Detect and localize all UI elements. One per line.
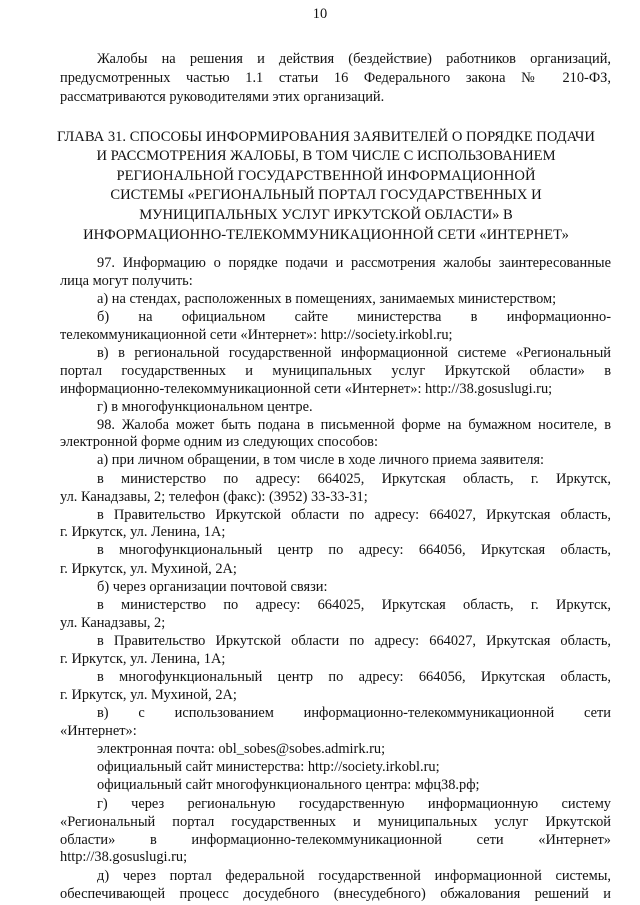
- body-line: официальный сайт многофункционального центра: мфц38.рф;: [97, 777, 480, 793]
- body-line: в Правительство Иркутской области по адресу: 664027, Иркутская область,: [97, 507, 611, 523]
- chapter-title-line: СИСТЕМЫ «РЕГИОНАЛЬНЫЙ ПОРТАЛ ГОСУДАРСТВЕННЫХ И: [110, 187, 542, 203]
- body-line: портал государственных и муниципальных услуг Иркутской области» в: [60, 363, 611, 379]
- body-line: г) через региональную государственную информационную систему: [97, 796, 611, 812]
- intro-line: предусмотренных частью 1.1 статьи 16 Федерального закона № 210-ФЗ,: [60, 70, 611, 86]
- body-line: ул. Канадзавы, 2; телефон (факс): (3952) 33-33-31;: [60, 489, 368, 505]
- body-line: http://38.gosuslugi.ru;: [60, 849, 188, 865]
- body-line: «Региональный портал государственных и муниципальных услуг Иркутской: [60, 814, 611, 830]
- body-line: в министерство по адресу: 664025, Иркутская область, г. Иркутск,: [97, 597, 611, 613]
- body-line: электронная почта: obl_sobes@sobes.admirk.ru;: [97, 741, 386, 757]
- body-line: в министерство по адресу: 664025, Иркутская область, г. Иркутск,: [97, 471, 611, 487]
- chapter-title-line: ГЛАВА 31. СПОСОБЫ ИНФОРМИРОВАНИЯ ЗАЯВИТЕЛЕЙ О ПОРЯДКЕ ПОДАЧИ: [57, 129, 595, 145]
- body-line: а) на стендах, расположенных в помещениях, занимаемых министерством;: [97, 291, 557, 307]
- intro-line: рассматриваются руководителями этих организаций.: [60, 89, 385, 105]
- intro-line: Жалобы на решения и действия (бездействие) работников организаций,: [97, 51, 611, 67]
- body-line: информационно-телекоммуникационной сети «Интернет»: http://38.gosuslugi.ru;: [60, 381, 553, 397]
- body-line: б) на официальном сайте министерства в информационно-: [97, 309, 611, 325]
- body-line: г. Иркутск, ул. Мухиной, 2А;: [60, 687, 237, 703]
- page-number: 10: [312, 6, 328, 22]
- body-line: электронной форме одним из следующих способов:: [60, 434, 378, 450]
- body-line: г. Иркутск, ул. Ленина, 1А;: [60, 651, 226, 667]
- body-line: г. Иркутск, ул. Мухиной, 2А;: [60, 561, 237, 577]
- body-line: г) в многофункциональном центре.: [97, 399, 313, 415]
- body-line: в многофункциональный центр по адресу: 664056, Иркутская область,: [97, 542, 611, 558]
- body-line: в) в региональной государственной информационной системе «Региональный: [97, 345, 611, 361]
- body-line: 98. Жалоба может быть подана в письменной форме на бумажном носителе, в: [97, 417, 611, 433]
- body-line: г. Иркутск, ул. Ленина, 1А;: [60, 524, 226, 540]
- body-line: телекоммуникационной сети «Интернет»: http://society.irkobl.ru;: [60, 327, 453, 343]
- body-line: в) с использованием информационно-телекоммуникационной сети: [97, 705, 611, 721]
- body-line: д) через портал федеральной государственной информационной системы,: [97, 868, 611, 884]
- chapter-title-line: И РАССМОТРЕНИЯ ЖАЛОБЫ, В ТОМ ЧИСЛЕ С ИСПОЛЬЗОВАНИЕМ: [96, 148, 556, 164]
- body-line: 97. Информацию о порядке подачи и рассмотрения жалобы заинтересованные: [97, 255, 611, 271]
- body-line: лица могут получить:: [60, 273, 193, 289]
- chapter-title-line: ИНФОРМАЦИОННО-ТЕЛЕКОММУНИКАЦИОННОЙ СЕТИ «ИНТЕРНЕТ»: [83, 227, 569, 243]
- body-line: обеспечивающей процесс досудебного (внесудебного) обжалования решений и: [60, 886, 611, 902]
- body-line: а) при личном обращении, в том числе в ходе личного приема заявителя:: [97, 452, 545, 468]
- chapter-title-line: РЕГИОНАЛЬНОЙ ГОСУДАРСТВЕННОЙ ИНФОРМАЦИОННОЙ: [116, 168, 536, 184]
- body-line: в Правительство Иркутской области по адресу: 664027, Иркутская область,: [97, 633, 611, 649]
- body-line: в многофункциональный центр по адресу: 664056, Иркутская область,: [97, 669, 611, 685]
- body-line: ул. Канадзавы, 2;: [60, 615, 166, 631]
- body-line: «Интернет»:: [60, 723, 137, 739]
- body-line: области» в информационно-телекоммуникационной сети «Интернет»: [60, 832, 611, 848]
- body-line: б) через организации почтовой связи:: [97, 579, 328, 595]
- chapter-title-line: МУНИЦИПАЛЬНЫХ УСЛУГ ИРКУТСКОЙ ОБЛАСТИ» В: [139, 207, 513, 223]
- body-line: официальный сайт министерства: http://society.irkobl.ru;: [97, 759, 440, 775]
